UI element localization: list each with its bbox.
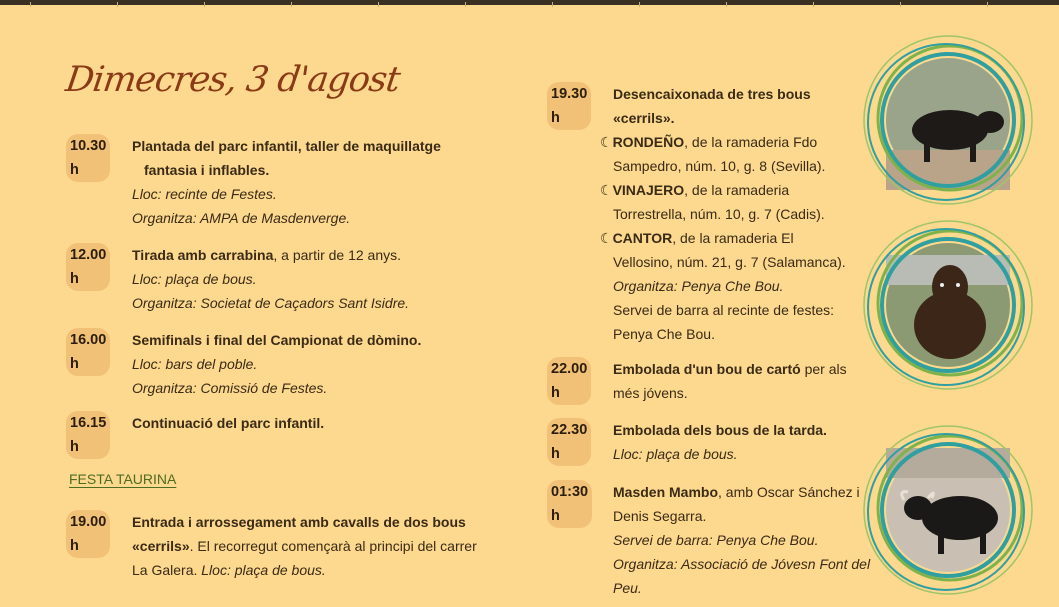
- event-organizer: Organitza: Associació de Jóvesn Font del: [613, 556, 871, 572]
- bull-name: RONDEÑO: [612, 134, 685, 150]
- cerrils-label: «cerrils».: [613, 110, 675, 126]
- time-badge: 01:30 h: [547, 480, 592, 528]
- time-badge: 22.00 h: [547, 357, 591, 405]
- time-badge: 19.30 h: [547, 82, 591, 130]
- time-badge: 16.15 h: [66, 411, 110, 459]
- event-organizer-cont: Peu.: [613, 580, 642, 596]
- top-border: [0, 0, 1059, 5]
- bar-service: Servei de barra: Penya Che Bou.: [613, 532, 819, 548]
- bull-detail-cont: Torrestrella, núm. 10, g. 7 (Cadis).: [613, 206, 825, 222]
- bull-detail-cont: Vellosino, núm. 21, g. 7 (Salamanca).: [613, 254, 846, 270]
- event-organizer: Organitza: Societat de Caçadors Sant Isidre.: [132, 295, 410, 311]
- event-title: Semifinals i final del Campionat de dòmino.: [132, 332, 422, 348]
- event-detail-cont: més jóvens.: [613, 385, 688, 401]
- event-detail: . El recorregut començarà al principi del carrer: [189, 538, 477, 554]
- event-title: Desencaixonada de tres bous: [613, 86, 811, 102]
- bull-detail: , de la ramaderia El: [672, 230, 794, 246]
- event-title: Continuació del parc infantil.: [132, 415, 325, 431]
- time-badge: 19.00 h: [66, 510, 110, 558]
- bar-service-cont: Penya Che Bou.: [613, 326, 715, 342]
- event-detail-cont: Denis Segarra.: [613, 508, 707, 524]
- event-place: Lloc: plaça de bous.: [201, 562, 326, 578]
- section-heading: FESTA TAURINA: [69, 471, 177, 487]
- bull-name: CANTOR: [612, 230, 673, 246]
- event-place: Lloc: bars del poble.: [132, 356, 258, 372]
- bull-item: [600, 130, 860, 154]
- time-badge: 16.00 h: [66, 328, 110, 376]
- event-title: Embolada d'un bou de cartó: [613, 361, 801, 377]
- bull-detail-cont: Sampedro, núm. 10, g. 8 (Sevilla).: [613, 158, 826, 174]
- cerrils-label: «cerrils»: [132, 538, 190, 554]
- event-title: Plantada del parc infantil, taller de maquillatge: [132, 138, 441, 154]
- bull-detail: , de la ramaderia Fdo: [684, 134, 818, 150]
- time-badge: 22.30 h: [547, 418, 591, 466]
- event-title: Masden Mambo: [613, 484, 719, 500]
- event-place: Lloc: plaça de bous.: [613, 446, 738, 462]
- bull-item: [600, 178, 860, 202]
- event-title: Entrada i arrossegament amb cavalls de dos bous: [132, 514, 466, 530]
- event-organizer: Organitza: Comissió de Festes.: [132, 380, 328, 396]
- bull-icon: ☾: [600, 230, 613, 246]
- bull-detail: , de la ramaderia: [684, 182, 790, 198]
- event-detail: , a partir de 12 anys.: [273, 247, 402, 263]
- event-detail-cont: La Galera.: [132, 562, 202, 578]
- time-badge: 10.30 h: [66, 134, 110, 182]
- event-place: Lloc: plaça de bous.: [132, 271, 257, 287]
- bar-service: Servei de barra al recinte de festes:: [613, 302, 835, 318]
- bull-name: VINAJERO: [612, 182, 685, 198]
- event-place: Lloc: recinte de Festes.: [132, 186, 277, 202]
- event-title-cont: fantasia i inflables.: [144, 162, 270, 178]
- event-detail: , amb Oscar Sánchez i: [718, 484, 860, 500]
- event-organizer: Organitza: Penya Che Bou.: [613, 278, 784, 294]
- bull-item: [600, 226, 860, 250]
- event-title: Tirada amb carrabina: [132, 247, 274, 263]
- bull-icon: ☾: [600, 182, 613, 198]
- bull-icon: ☾: [600, 134, 613, 150]
- event-organizer: Organitza: AMPA de Masdenverge.: [132, 210, 351, 226]
- bull-photo-1: [858, 30, 1038, 210]
- event-detail: per als: [800, 361, 847, 377]
- bull-photo-3: [858, 420, 1038, 600]
- bull-photo-2: [858, 215, 1038, 395]
- bull-list: [600, 130, 860, 346]
- event-title: Embolada dels bous de la tarda.: [613, 422, 827, 438]
- page-title: Dimecres, 3 d'agost: [63, 60, 403, 100]
- time-badge: 12.00 h: [66, 243, 110, 291]
